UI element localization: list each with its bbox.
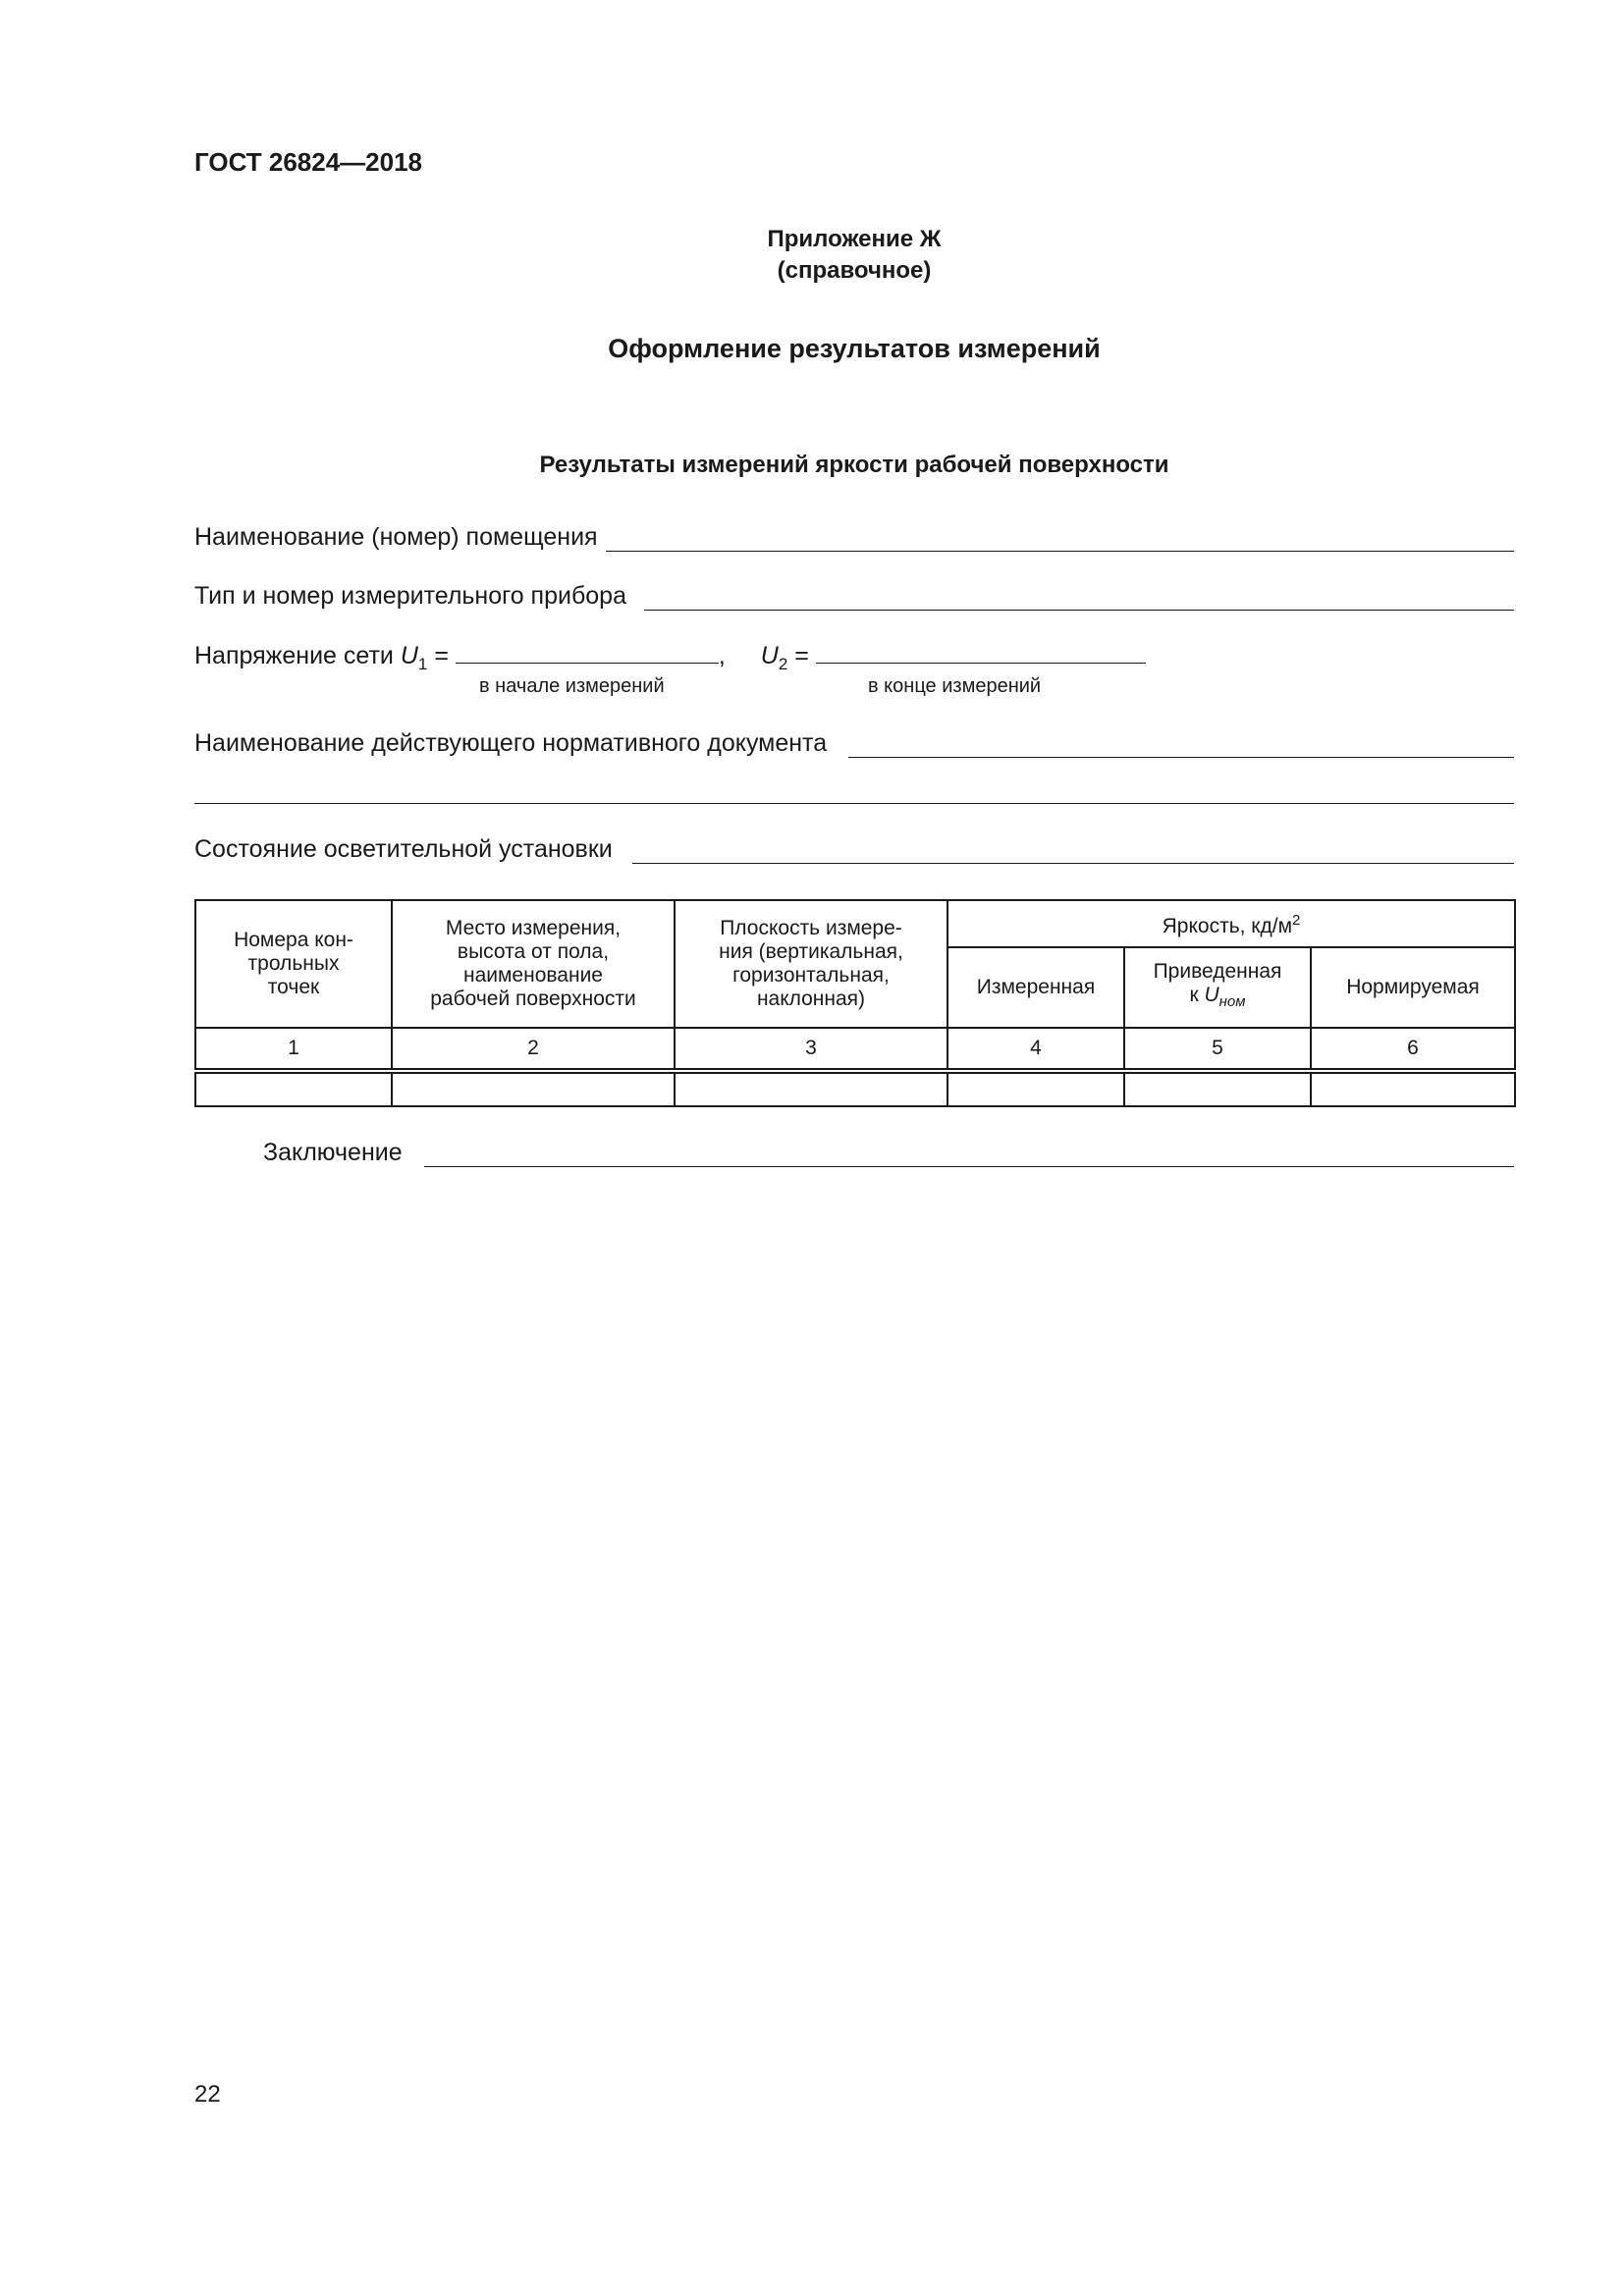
reduced-subscript: ном [1218,993,1246,1011]
form-title: Результаты измерений яркости рабочей поверхности [539,452,1169,478]
brightness-unit-exponent: 2 [1292,912,1301,929]
u1-subscript: 1 [417,655,428,673]
table-cell[interactable] [675,1071,947,1106]
u1-caption: в начале измерений [479,675,665,697]
u2-caption: в конце измерений [868,675,1042,697]
table-header-row [195,900,1515,947]
voltage-label: Напряжение сети [194,642,394,669]
col-header-plane: Плоскость измере- ния (вертикальная, горизонтальная, наклонная) [675,900,947,1028]
col-header-brightness [947,900,1515,947]
room-label: Наименование (номер) помещения [194,523,598,551]
col-header-normalized: Нормируемая [1311,947,1515,1028]
page-number: 22 [194,2081,221,2108]
device-field[interactable] [194,582,1514,611]
table-row-numbers [195,1028,1515,1071]
col-number: 3 [675,1028,947,1071]
u2-symbol: U [760,642,779,669]
u1-line[interactable] [456,641,719,664]
conclusion-label: Заключение [263,1139,403,1166]
u2-subscript: 2 [778,655,788,673]
conclusion-field[interactable] [263,1139,1514,1167]
table-cell[interactable] [1124,1071,1311,1106]
room-line[interactable] [606,529,1514,552]
brightness-label: Яркость, кд/м [1162,915,1293,937]
table-cell[interactable] [195,1071,392,1106]
col-header-place: Место измерения, высота от пола, наименование рабочей поверхности [392,900,675,1028]
installation-field[interactable] [194,835,1514,864]
conclusion-line[interactable] [424,1145,1514,1167]
room-field[interactable] [194,523,1514,552]
u2-equals: = [794,642,809,669]
installation-line[interactable] [632,841,1514,864]
col-number: 5 [1124,1028,1311,1071]
section-title: Оформление результатов измерений [608,334,1101,363]
table-cell[interactable] [1311,1071,1515,1106]
reduced-symbol: U [1204,984,1219,1007]
results-table [194,899,1516,1107]
table-cell[interactable] [392,1071,675,1106]
device-line[interactable] [644,588,1514,611]
normative-field[interactable] [194,729,1514,758]
normative-line-continuation[interactable] [194,803,1514,804]
normative-label: Наименование действующего нормативного документа [194,729,828,757]
col-header-reduced [1124,947,1311,1028]
reduced-label: Приведенная к [1153,960,1282,1007]
device-label: Тип и номер измерительного прибора [194,582,626,610]
voltage-field [194,641,1146,674]
col-header-points: Номера кон- трольных точек [195,900,392,1028]
appendix-kind: (справочное) [777,257,932,284]
installation-label: Состояние осветительной установки [194,835,613,863]
document-code: ГОСТ 26824—2018 [194,147,422,177]
u2-line[interactable] [816,641,1146,664]
table-cell[interactable] [947,1071,1124,1106]
table-row-empty [195,1071,1515,1106]
voltage-separator: , [718,642,726,669]
col-number: 6 [1311,1028,1515,1071]
col-number: 4 [947,1028,1124,1071]
appendix-title: Приложение Ж [767,226,942,252]
u1-symbol: U [400,642,418,669]
u1-equals: = [434,642,449,669]
col-number: 2 [392,1028,675,1071]
normative-line[interactable] [848,735,1514,758]
col-header-measured: Измеренная [947,947,1124,1028]
col-number: 1 [195,1028,392,1071]
